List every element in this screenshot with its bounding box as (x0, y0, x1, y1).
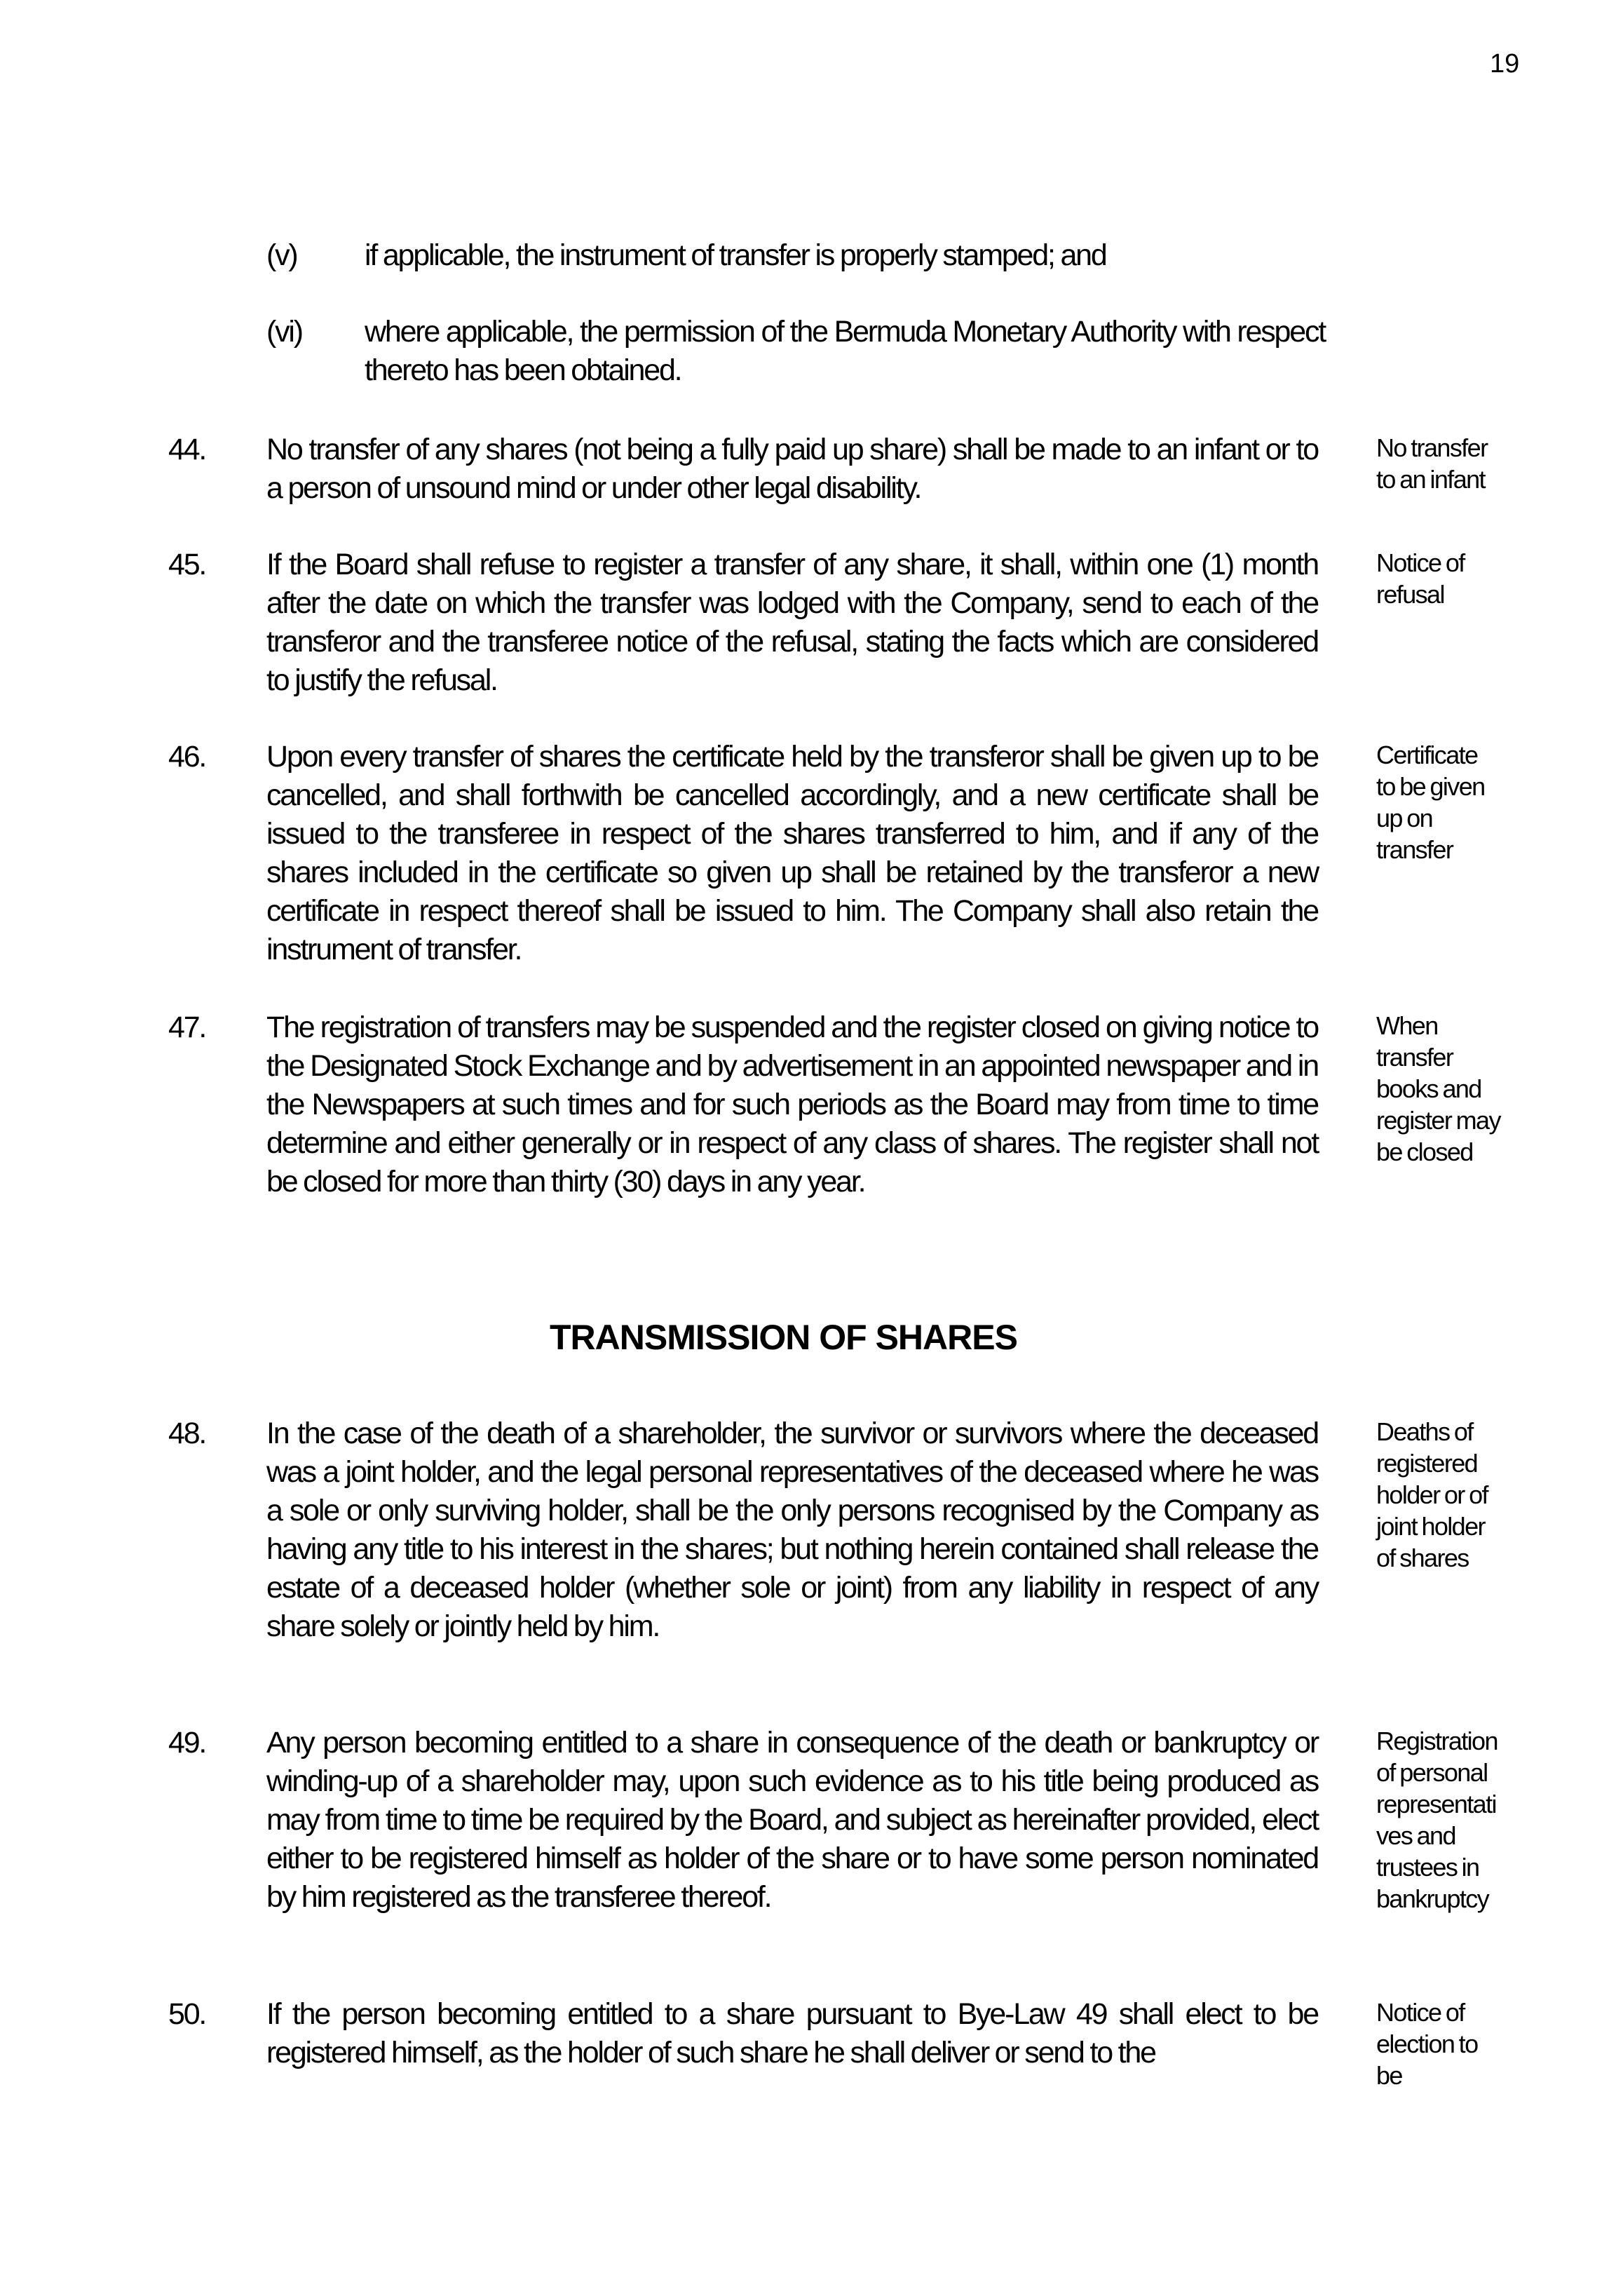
margin-note-line: be closed (1376, 1137, 1473, 1166)
margin-note-line: registered (1376, 1449, 1478, 1478)
margin-note-line: books and (1376, 1074, 1481, 1103)
clause-text: In the case of the death of a shareholder, the survivor or survivors where the deceased was a joint holder, and the legal personal representatives of the deceased where he was a sole or only surviving holder, shall be the only persons recognised by the Company as having any title to his interest in the shares; but nothing herein contained shall release the estate of a deceased holder (whether sole or joint) from any liability in respect of any share solely or jointly held by him. (266, 1417, 1318, 1643)
margin-note (1376, 1725, 1516, 1915)
margin-note-line: Deaths of (1376, 1417, 1473, 1446)
margin-note-line: of shares (1376, 1544, 1469, 1572)
margin-note (1376, 1010, 1516, 1168)
clause-number: 50. (168, 1997, 206, 2031)
margin-note-line: Certificate (1376, 741, 1478, 769)
margin-note-line: register may (1376, 1106, 1500, 1135)
margin-note-line: holder or of (1376, 1480, 1488, 1509)
clause-number: 47. (168, 1011, 206, 1044)
margin-note-line: trustees in (1376, 1853, 1479, 1882)
clause-number: 45. (168, 548, 206, 581)
clause-number: 44. (168, 433, 206, 466)
margin-note-line: up on (1376, 804, 1433, 832)
margin-note-line: No transfer (1376, 433, 1488, 462)
margin-note-line: Notice of (1376, 1998, 1465, 2027)
margin-note-line: representati (1376, 1790, 1496, 1818)
margin-note-line: of personal (1376, 1758, 1488, 1787)
subclause-v (266, 236, 1325, 275)
margin-note-line: to be given (1376, 772, 1485, 801)
clause-number: 48. (168, 1417, 206, 1450)
margin-note (1376, 739, 1516, 865)
margin-note-line: election to (1376, 2030, 1478, 2058)
margin-note-line: refusal (1376, 580, 1444, 609)
clause-text: If the Board shall refuse to register a transfer of any share, it shall, within one (1) month after the date on which the transfer was lodged with the Company, send to each of the transferor and the transferee notice of the refusal, stating the facts which are considered to justify the refusal. (266, 548, 1318, 697)
margin-note (1376, 547, 1516, 610)
margin-note-line: transfer (1376, 1043, 1453, 1072)
margin-note (1376, 1997, 1516, 2091)
clause-text: Any person becoming entitled to a share in consequence of the death or bankruptcy or winding-up of a shareholder may, upon such evidence as to his title being produced as may from time to time be required by the Board, and subject as hereinafter provided, elect either to be registered himself as holder of the share or to have some person nominated by him registered as the transferee thereof. (266, 1726, 1318, 1914)
clause-text: If the person becoming entitled to a share pursuant to Bye-Law 49 shall elect to be registered himself, as the holder of such share he shall deliver or send to the (266, 1997, 1318, 2069)
margin-note-line: When (1376, 1011, 1438, 1040)
margin-note-line: transfer (1376, 835, 1453, 864)
clause-number: 46. (168, 740, 206, 774)
margin-note-line: Notice of (1376, 548, 1465, 577)
subclause-text: where applicable, the permission of the Bermuda Monetary Authority with respect thereto has been obtained. (365, 315, 1325, 387)
margin-note-line: to an infant (1376, 465, 1485, 494)
clause-number: 49. (168, 1726, 206, 1760)
clause-text: No transfer of any shares (not being a fully paid up share) shall be made to an infant or to a person of unsound mind or under other legal disability. (266, 433, 1318, 505)
margin-note (1376, 432, 1516, 495)
margin-note-line: Registration (1376, 1727, 1498, 1755)
margin-note-line: bankruptcy (1376, 1884, 1489, 1913)
subclause-vi (266, 313, 1325, 390)
subclause-label: (vi) (266, 315, 302, 349)
margin-note-line: joint holder (1376, 1512, 1485, 1541)
subclause-text: if applicable, the instrument of transfer is properly stamped; and (365, 238, 1106, 272)
margin-note (1376, 1416, 1516, 1574)
section-heading: TRANSMISSION OF SHARES (550, 1318, 1017, 1357)
clause-text: The registration of transfers may be suspended and the register closed on giving notice to the Designated Stock Exchange and by advertisement in an appointed newspaper and in the Newspapers at such times and for such periods as the Board may from time to time determine and either generally or in respect of any class of shares. The register shall not be closed for more than thirty (30) days in any year. (266, 1011, 1318, 1198)
subclause-label: (v) (266, 238, 297, 272)
page-number: 19 (1490, 49, 1520, 79)
margin-note-line: ves and (1376, 1821, 1455, 1850)
clause-text: Upon every transfer of shares the certificate held by the transferor shall be given up to be cancelled, and shall forthwith be cancelled accordingly, and a new certificate shall be issued to the transferee in respect of the shares transferred to him, and if any of the shares included in the certificate so given up shall be retained by the transferor a new certificate in respect thereof shall be issued to him. The Company shall also retain the instrument of transfer. (266, 740, 1318, 966)
margin-note-line: be (1376, 2061, 1402, 2090)
